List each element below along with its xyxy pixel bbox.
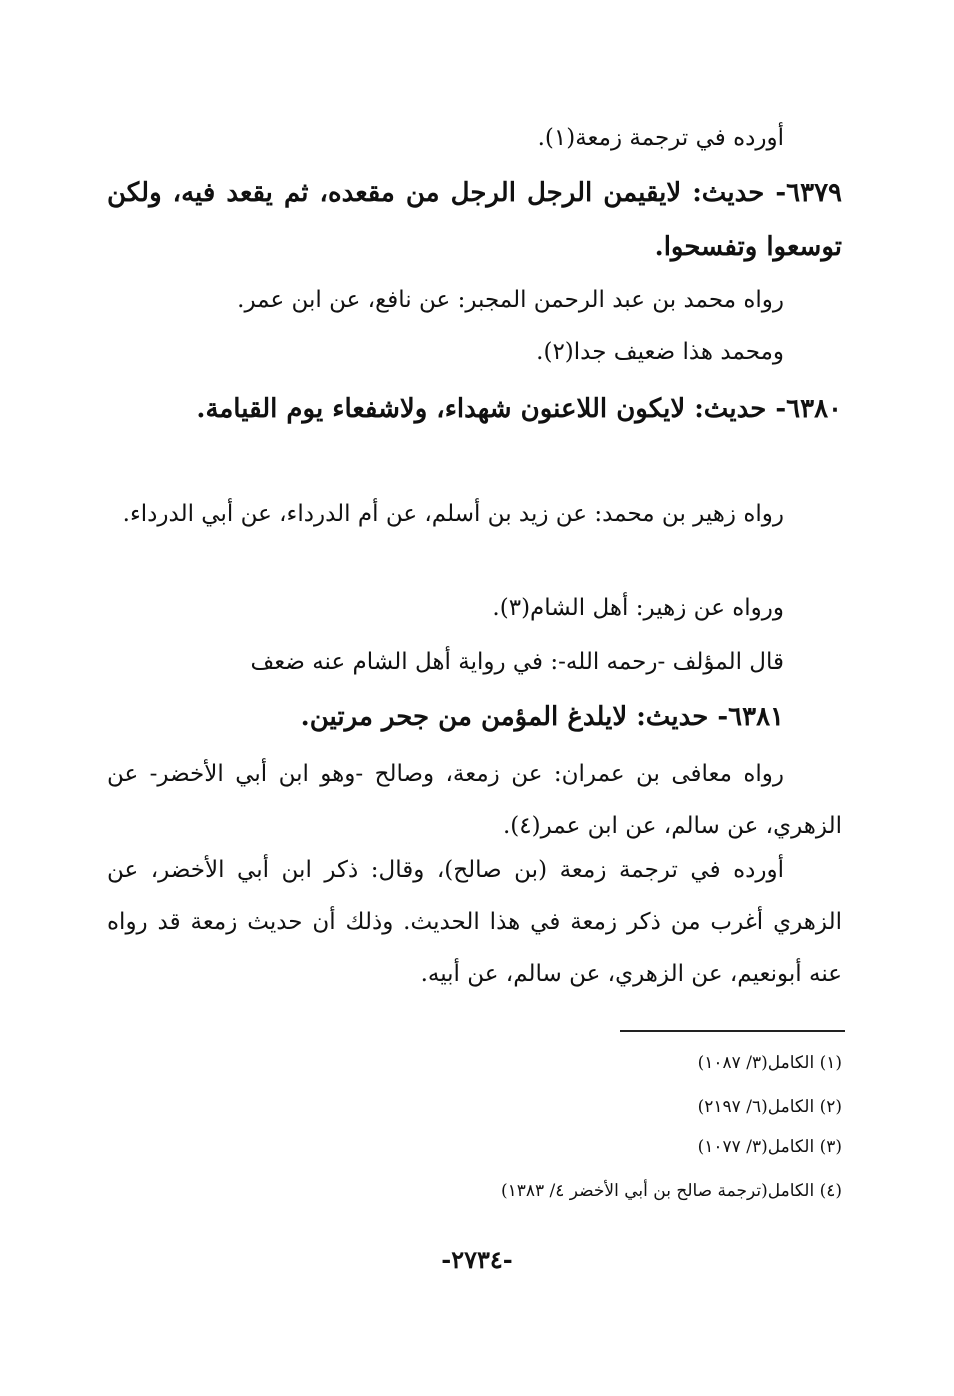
page-number: -٢٧٣٤- [441,1245,513,1274]
paragraph: رواه محمد بن عبد الرحمن المجبر: عن نافع، عن ابن عمر. [237,287,784,313]
hadith-6379-heading: ٦٣٧٩- حديث: لايقيمن الرجل الرجل من مقعده، ثم يقعد فيه، ولكن توسعوا وتفسحوا. [107,178,842,262]
paragraph: أورده في ترجمة زمعة(١). [537,125,784,151]
footnote: (١) الكامل(٣/ ١٠٨٧) [697,1053,842,1073]
hadith-6380-heading: ٦٣٨٠- حديث: لايكون اللاعنون شهداء، ولاشفعاء يوم القيامة. [196,394,842,424]
paragraph: رواه زهير بن محمد: عن زيد بن أسلم، عن أم الدرداء، عن أبي الدرداء. [122,501,784,527]
paragraph: قال المؤلف -رحمه الله-: في رواية أهل الشام عنه ضعف [250,649,784,675]
footnote-separator [620,1030,845,1032]
paragraph: أورده في ترجمة زمعة (بن صالح)، وقال: ذكر ابن أبي الأخضر، عن الزهري أغرب من ذكر زمعة في هذا الحديث. وذلك أن حديث زمعة قد رواه عنه أبونعيم، عن الزهري، عن سالم، عن أبيه. [107,857,842,987]
footnote: (٢) الكامل(٦/ ٢١٩٧) [697,1097,842,1117]
paragraph: رواه معافى بن عمران: عن زمعة، وصالح -وهو ابن أبي الأخضر- عن الزهري، عن سالم، عن ابن عمر(٤). [107,761,842,839]
paragraph: ورواه عن زهير: أهل الشام(٣). [492,595,784,621]
footnote: (٣) الكامل(٣/ ١٠٧٧) [697,1137,842,1157]
paragraph: ومحمد هذا ضعيف جدا(٢). [536,339,784,365]
footnote: (٤) الكامل(ترجمة صالح بن أبي الأخضر ٤/ ١٣٨٣) [500,1181,842,1201]
hadith-6381-heading: ٦٣٨١- حديث: لايلدغ المؤمن من جحر مرتين. [300,702,784,732]
